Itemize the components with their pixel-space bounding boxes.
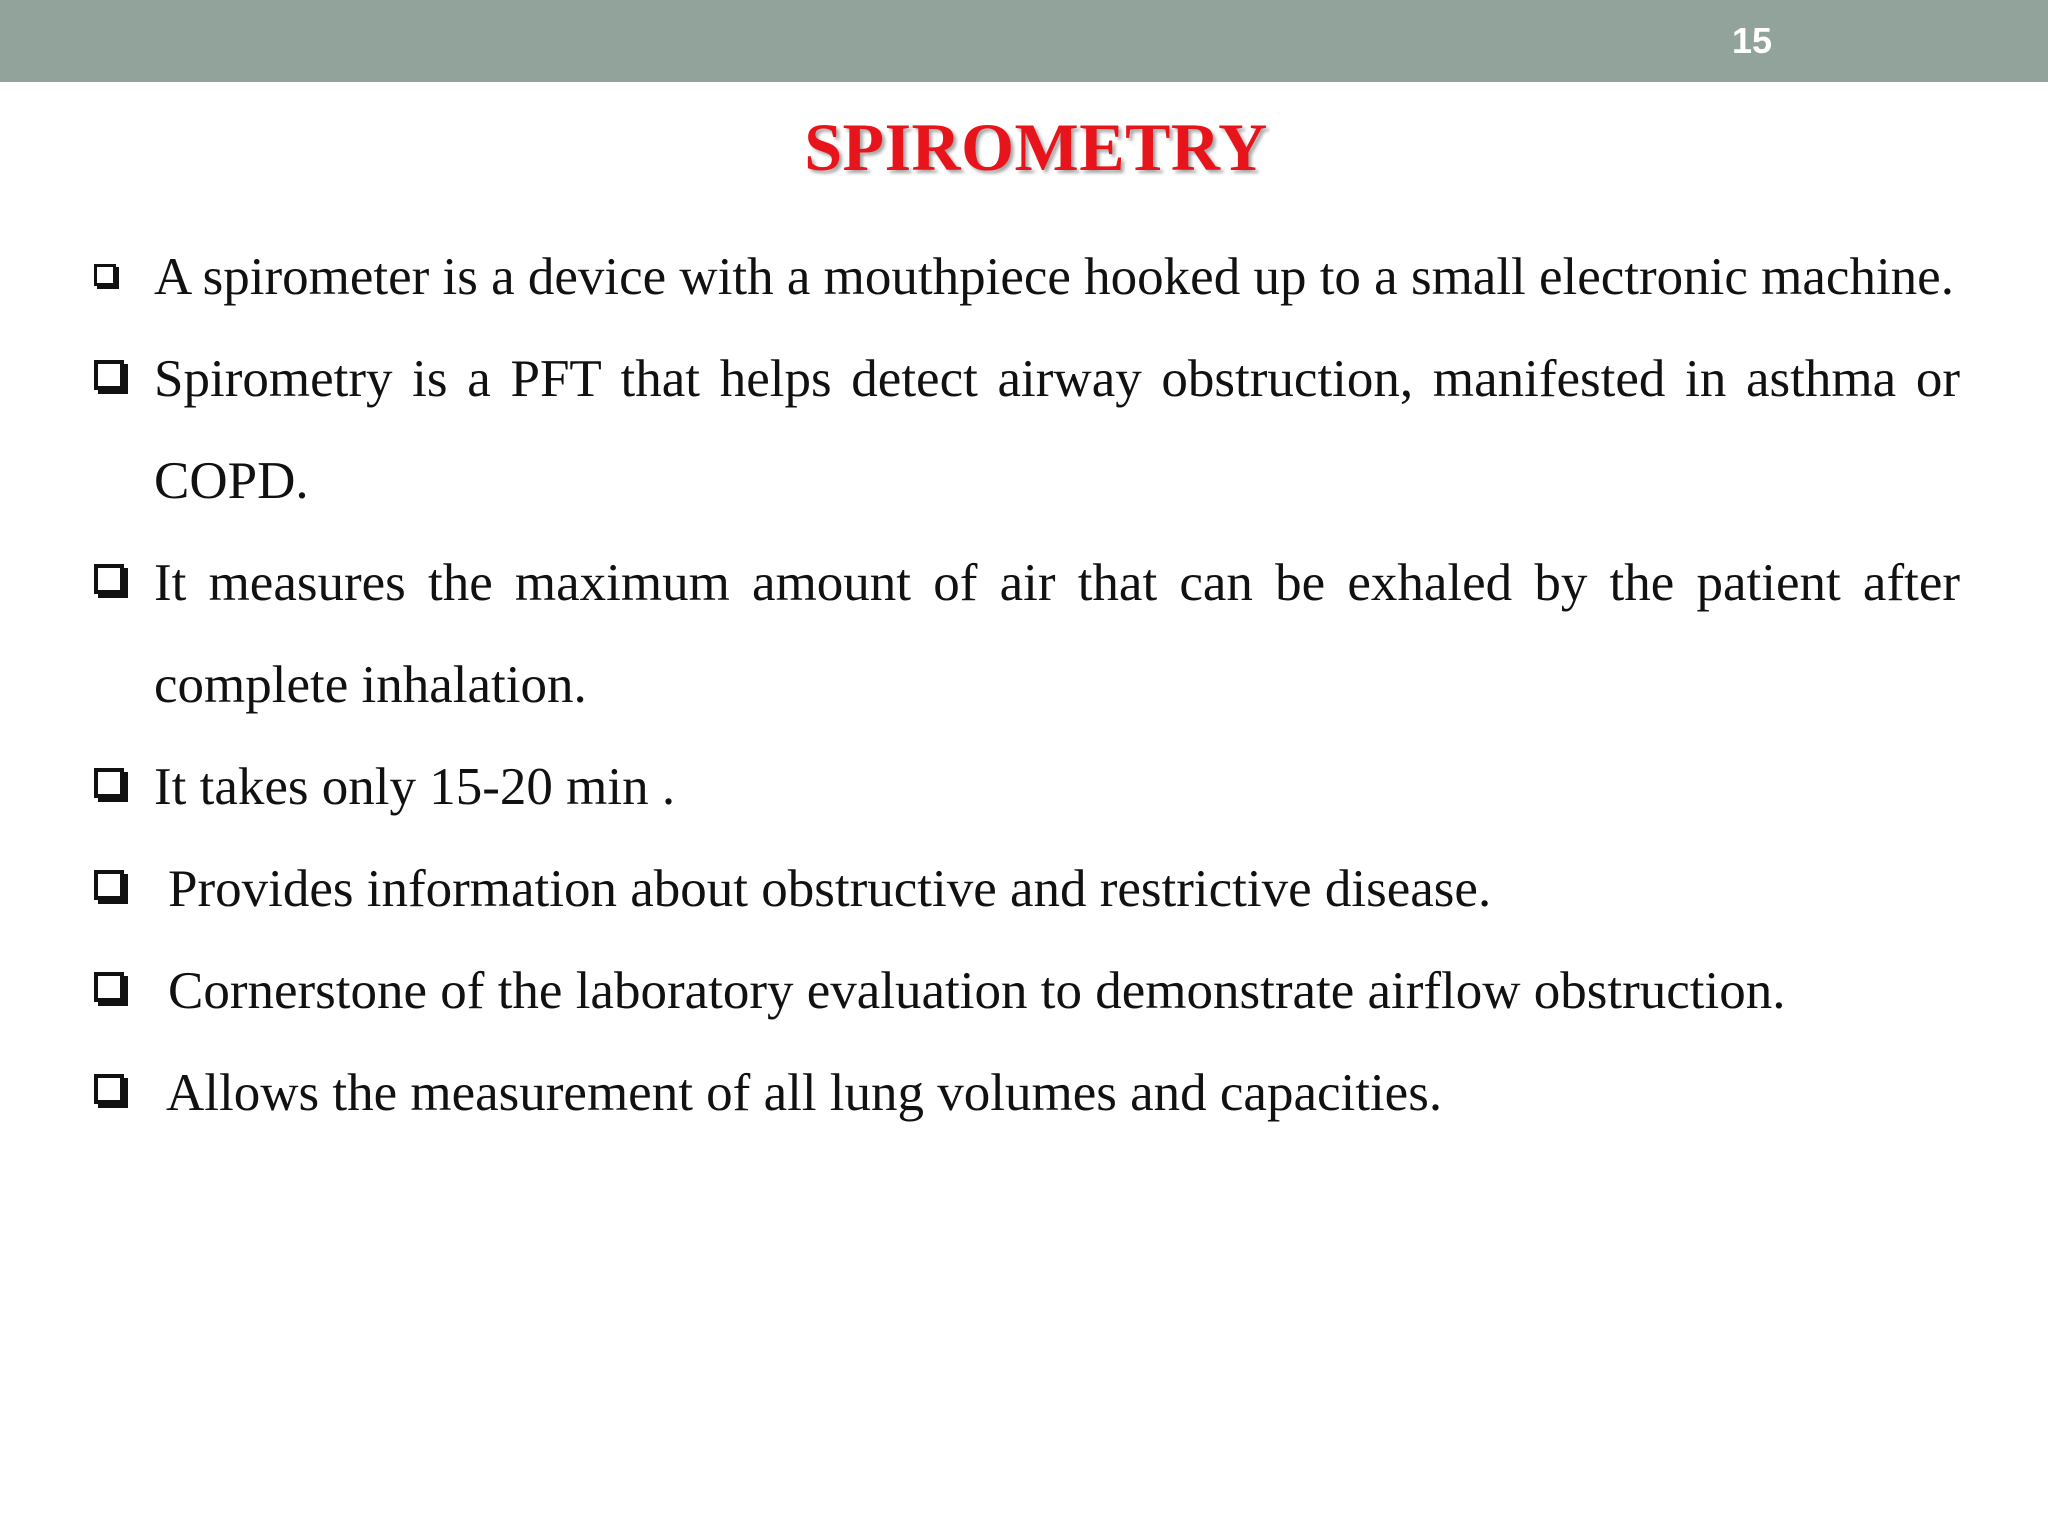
bullet-list	[92, 226, 1960, 1144]
hollow-square-icon	[94, 360, 124, 390]
bullet-text: Allows the measurement of all lung volumes and capacities.	[166, 1064, 1443, 1122]
bullet-text: Spirometry is a PFT that helps detect airway obstruction, manifested in asthma or COPD.	[154, 350, 1960, 510]
bullet-item	[92, 1042, 1960, 1144]
bullet-item	[92, 940, 1960, 1042]
bullet-item	[92, 328, 1960, 532]
bullet-text: It measures the maximum amount of air that can be exhaled by the patient after complete inhalation.	[154, 554, 1960, 714]
bullet-text: A spirometer is a device with a mouthpiece hooked up to a small electronic machine.	[154, 248, 1954, 306]
bullet-item	[92, 226, 1960, 328]
slide-number: 15	[1731, 20, 1772, 61]
hollow-square-icon	[94, 972, 124, 1002]
bullet-item	[92, 736, 1960, 838]
hollow-square-icon	[94, 564, 124, 594]
hollow-square-icon	[94, 870, 124, 900]
bullet-text: It takes only 15-20 min .	[154, 758, 676, 816]
header-bar	[0, 0, 2048, 82]
bullet-text: Provides information about obstructive and restrictive disease.	[168, 860, 1492, 918]
slide-title: SPIROMETRY	[804, 109, 1268, 185]
hollow-square-icon	[94, 1074, 124, 1104]
hollow-square-icon	[94, 768, 124, 798]
bullet-item	[92, 838, 1960, 940]
bullet-item	[92, 532, 1960, 736]
hollow-square-icon	[94, 264, 116, 286]
bullet-text: Cornerstone of the laboratory evaluation to demonstrate airflow obstruction.	[168, 962, 1786, 1020]
